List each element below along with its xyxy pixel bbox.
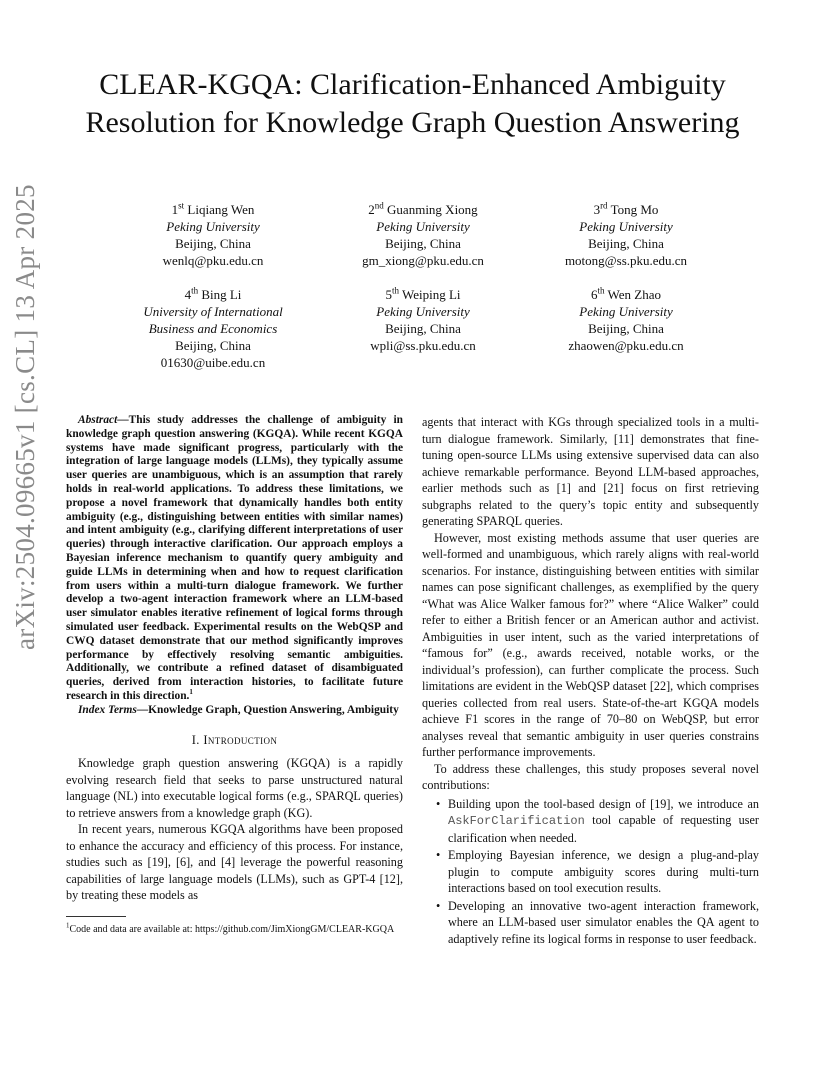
paragraph: agents that interact with KGs through specialized tools in a multi-turn dialogue framework. Similarly, [11] demonstrates that fine-tuning open-source LLMs using extensive supervised data can also achieve remarkable performance. Beyond LLM-based approaches, earlier methods such as [1] and [21] focus on first retrieving subgraphs related to the query’s topic entity and subsequently generating SPARQL queries. [422,415,759,528]
arxiv-id: arXiv:2504.09665v1 [cs.CL] 13 Apr 2025 [10,184,40,650]
author-affiliation: Peking University [376,219,470,234]
author-block [103,286,323,371]
paragraph: In recent years, numerous KGQA algorithms have been proposed to enhance the accuracy and efficiency of this process. For instance, studies such as [19], [6], and [4] leverage the powerful reasoning capabilities of large language models (LLMs), such as GPT-4 [12], by treating these models as [66,822,403,903]
left-column [66,414,403,936]
footnote-marker: 1 [189,688,193,697]
author-location: Beijing, China [588,236,664,251]
author-affiliation: Peking University [579,219,673,234]
index-terms-label: Index Terms [78,703,137,716]
section-title: Introduction [203,732,278,747]
author-email: wpli@ss.pku.edu.cn [370,338,476,353]
paragraph: However, most existing methods assume that user queries are well-formed and unambiguous, which rarely aligns with real-world scenarios. For instance, distinguishing between entities with similar names can pose significant challenges, as exemplified by the query “What was Alice Walker famous for?” where “Alice Walker” could refer to either a British fencer or an American author and activist. Ambiguities in user intent, such as the varied interpretations of “famous for” (e.g., awards received, notable works, or the individual’s profession), can further complicate the process. Such limitations are evident in the WebQSP dataset [22], which comprises queries collected from real users. State-of-the-art KGQA models achieve F1 scores in the range of 70–80 on WebQSP, but error analyses reveal that semantic ambiguity in user queries constrains further performance improvements. [422,530,759,759]
footnote-mark: 1 [66,921,70,930]
author-affiliation: University of International [143,304,283,319]
list-item: • Building upon the tool-based design of [19], we introduce an AskForClarification tool capable of requesting user clarification when needed. [422,796,759,847]
author-email: wenlq@pku.edu.cn [162,253,264,268]
author-block [516,201,736,269]
author-name: 3rd Tong Mo [593,200,659,217]
author-affiliation-line2: Business and Economics [148,321,278,336]
paragraph: To address these challenges, this study proposes several novel contributions: [422,761,759,792]
author-affiliation: Peking University [376,304,470,319]
author-email: motong@ss.pku.edu.cn [564,253,688,268]
author-affiliation: Peking University [579,304,673,319]
right-column [422,414,759,948]
footnote-rule [66,916,126,917]
paper-title: CLEAR-KGQA: Clarification-Enhanced Ambiguity Resolution for Knowledge Graph Question Answering [85,68,740,139]
footnote [66,923,403,936]
author-name: 1st Liqiang Wen [171,200,255,217]
inline-code: AskForClarification [448,814,585,828]
section-number: I. [191,732,200,747]
index-terms [66,704,403,718]
paragraph: Knowledge graph question answering (KGQA) is a rapidly evolving research field that seeks to parse unstructured natural language (NL) into executable logical forms (e.g., SPARQL queries) to retrieve answers from a knowledge graph (KG). [66,756,403,820]
author-block [313,201,533,269]
list-item: • Developing an innovative two-agent interaction framework, where an LLM-based user simulator enables the QA agent to adaptively refine its logical forms in response to user feedback. [422,898,759,948]
abstract-text: —This study addresses the challenge of ambiguity in knowledge graph question answering (KGQA). While recent KGQA systems have made significant progress, particularly with the integration of large language models (LLMs), they typically assume user queries are unambiguous, which is an assumption that rarely holds in real-world applications. To address these limitations, we propose a novel framework that dynamically handles both entity ambiguity (e.g., distinguishing between entities with similar names) and intent ambiguity (e.g., clarifying different interpretations of user queries) through interactive clarification. Our approach employs a Bayesian inference mechanism to quantify query ambiguity and guide LLMs in determining when and how to request clarification from users within a multi-turn dialogue framework. We further develop a two-agent interaction framework where an LLM-based user simulator enables iterative refinement of logical forms through simulated user feedback. Experimental results on the WebQSP and CWQ dataset demonstrate that our method significantly improves performance by effectively resolving semantic ambiguities. Additionally, we contribute a refined dataset of disambiguated queries, derived from interaction histories, to facilitate future research in this direction. [66,414,403,702]
abstract-label: Abstract [78,414,118,426]
author-location: Beijing, China [588,321,664,336]
author-location: Beijing, China [175,236,251,251]
author-name: 4th Bing Li [184,285,242,302]
author-block [103,201,323,269]
list-item: • Employing Bayesian inference, we design a plug-and-play plugin to compute ambiguity scores during multi-turn interactions based on tool execution results. [422,847,759,897]
author-name: 6th Wen Zhao [591,285,661,302]
section-heading [66,732,403,749]
author-email: zhaowen@pku.edu.cn [568,338,684,353]
footnote-text: Code and data are available at: https://github.com/JimXiongGM/CLEAR-KGQA [69,923,395,935]
author-affiliation: Peking University [166,219,260,234]
author-name: 2nd Guanming Xiong [368,200,478,217]
abstract [66,414,403,704]
author-location: Beijing, China [385,236,461,251]
author-block [313,286,533,354]
contribution-list [422,796,759,948]
author-location: Beijing, China [175,338,251,353]
author-location: Beijing, China [385,321,461,336]
index-terms-text: —Knowledge Graph, Question Answering, Ambiguity [136,703,399,716]
author-block [516,286,736,354]
author-email: 01630@uibe.edu.cn [160,355,266,370]
author-email: gm_xiong@pku.edu.cn [362,253,484,268]
author-name: 5th Weiping Li [385,285,461,302]
